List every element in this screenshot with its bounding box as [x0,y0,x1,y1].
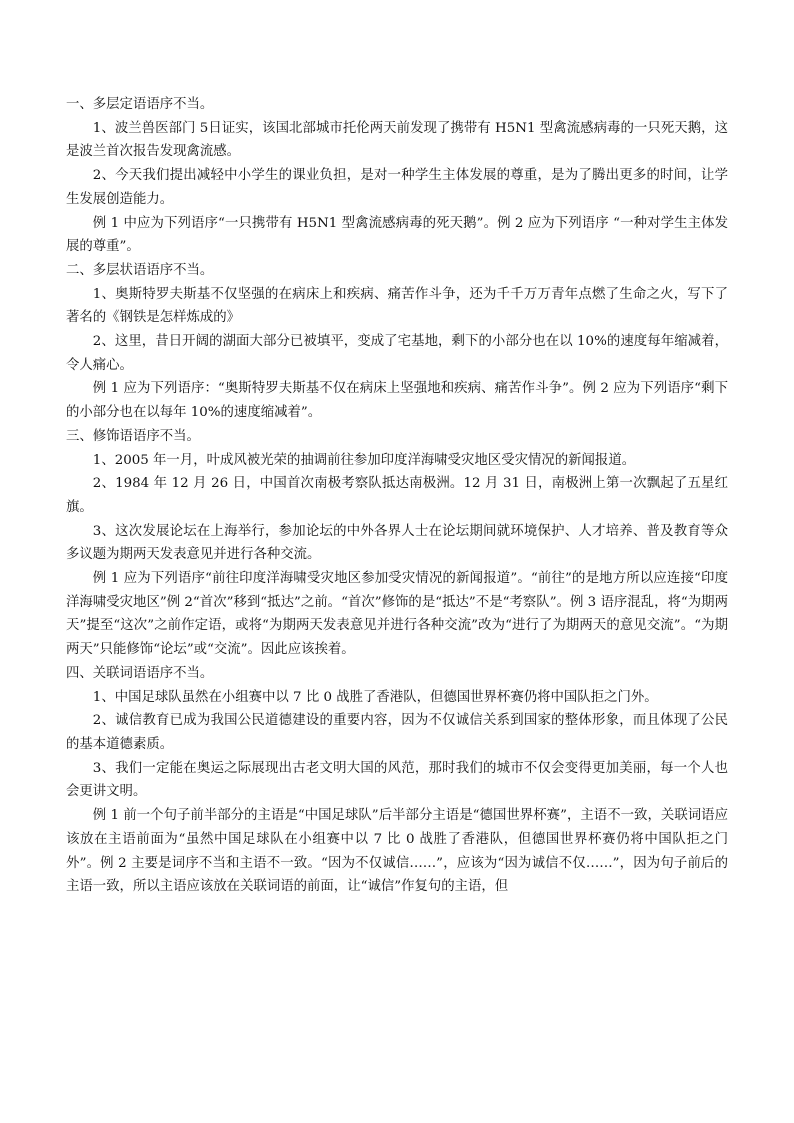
explanation-paragraph: 例 1 中应为下列语序“一只携带有 H5N1 型禽流感病毒的死天鹅”。例 2 应为下列语序 “一种对学生主体发展的尊重”。 [66,215,728,255]
example-sentence: 1、中国足球队虽然在小组赛中以 7 比 0 战胜了香港队，但德国世界杯赛仍将中国队拒之门外。 [92,689,658,705]
section-heading: 三、修饰语语序不当。 [66,428,200,444]
example-sentence: 1、2005 年一月，叶成风被光荣的抽调前往参加印度洋海啸受灾地区受灾情况的新闻报道。 [92,452,636,468]
example-sentence: 2、1984 年 12 月 26 日，中国首次南极考察队抵达南极洲。12 月 31 日，南极洲上第一次飘起了五星红旗。 [66,476,728,515]
explanation-paragraph: 例 1 应为下列语序“前往印度洋海啸受灾地区参加受灾情况的新闻报道”。“前往”的是地方所以应连接“印度洋海啸受灾地区”例 2“首次”移到“抵达”之前。“首次”修饰的是“抵达”不是“考察队”。例 3 语序混乱，将“为期两天”提至“这次”之前作定语，或将“为期两天发表意见并进行各种交流”改为“进行了为期两天的意见交流”。“为期两天”只能修饰“论坛”或“交流”。因此应该挨着。 [66,571,728,658]
example-sentence: 1、奥斯特罗夫斯基不仅坚强的在病床上和疾病、痛苦作斗争，还为千千万万青年点燃了生命之火，写下了著名的《钢铁是怎样炼成的》 [66,286,728,326]
section-heading: 二、多层状语语序不当。 [66,262,214,278]
example-sentence: 2、这里，昔日开阔的湖面大部分已被填平，变成了宅基地，剩下的小部分也在以 10%的速度每年缩减着，令人痛心。 [66,334,728,373]
section-heading: 一、多层定语语序不当。 [66,97,214,112]
document-body [66,93,728,899]
explanation-paragraph: 例 1 前一个句子前半部分的主语是“中国足球队”后半部分主语是“德国世界杯赛”，主语不一致，关联词语应该放在主语前面为“虽然中国足球队在小组赛中以 7 比 0 战胜了香港队，但德国世界杯赛仍将中国队拒之门外”。例 2 主要是词序不当和主语不一致。“因为不仅诚信……”，应该为“因为诚信不仅……”，因为句子前后的主语一致，所以主语应该放在关联词语的前面，让“诚信”作复句的主语，但 [66,808,728,895]
example-sentence: 2、今天我们提出减轻中小学生的课业负担，是对一种学生主体发展的尊重，是为了腾出更多的时间，让学生发展创造能力。 [66,168,728,207]
section-heading: 四、关联词语语序不当。 [66,665,214,681]
example-sentence: 3、这次发展论坛在上海举行，参加论坛的中外各界人士在论坛期间就环境保护、人才培养、普及教育等众多议题为期两天发表意见并进行各种交流。 [66,523,728,563]
example-sentence: 3、我们一定能在奥运之际展现出古老文明大国的风范，那时我们的城市不仅会变得更加美丽，每一个人也会更讲文明。 [66,760,728,800]
explanation-paragraph: 例 1 应为下列语序：“奥斯特罗夫斯基不仅在病床上坚强地和疾病、痛苦作斗争”。例 2 应为下列语序“剩下的小部分也在以每年 10%的速度缩减着”。 [66,381,728,421]
example-sentence: 1、波兰兽医部门 5日证实，该国北部城市托伦两天前发现了携带有 H5N1 型禽流感病毒的一只死天鹅，这是波兰首次报告发现禽流感。 [66,120,728,160]
example-sentence: 2、诚信教育已成为我国公民道德建设的重要内容，因为不仅诚信关系到国家的整体形象，而且体现了公民的基本道德素质。 [66,713,728,752]
